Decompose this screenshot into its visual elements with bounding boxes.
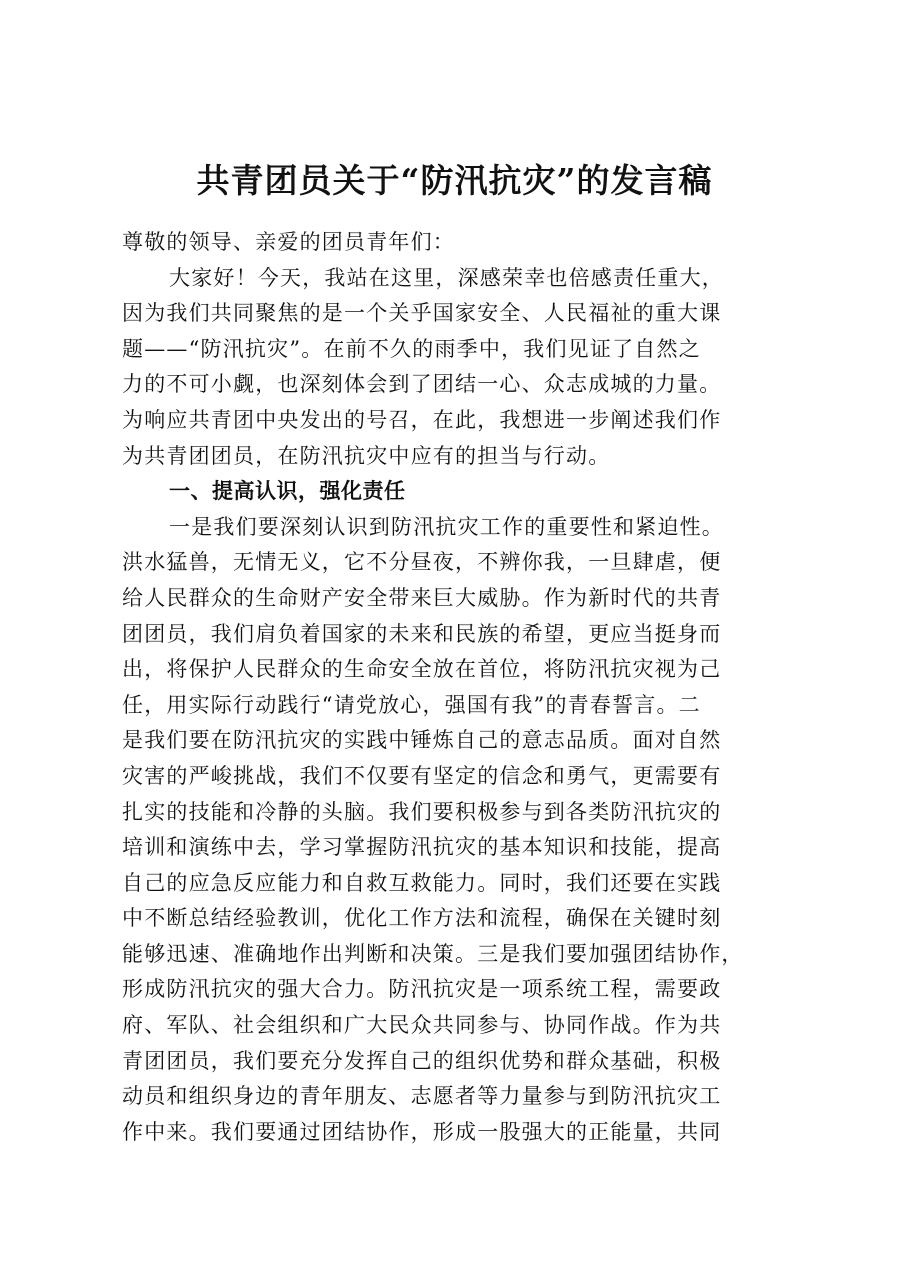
text-line: 是我们要在防汛抗灾的实践中锤炼自己的意志品质。面对自然	[122, 728, 722, 753]
text-line: 作中来。我们要通过团结协作，形成一股强大的正能量，共同	[122, 1119, 722, 1144]
text-line: 给人民群众的生命财产安全带来巨大威胁。作为新时代的共青	[122, 585, 722, 610]
text-line: 任，用实际行动践行“请党放心，强国有我”的青春誓言。二	[122, 692, 701, 717]
document-title: 共青团员关于“防汛抗灾”的发言稿	[196, 161, 713, 200]
text-line: 一是我们要深刻认识到防汛抗灾工作的重要性和紧迫性。	[169, 514, 724, 539]
document-body	[122, 225, 802, 1150]
section-heading: 一、提高认识，强化责任	[169, 479, 406, 504]
text-line: 形成防汛抗灾的强大合力。防汛抗灾是一项系统工程，需要政	[122, 977, 722, 1002]
text-line: 洪水猛兽，无情无义，它不分昼夜，不辨你我，一旦肆虐，便	[122, 550, 722, 575]
text-line: 题——“防汛抗灾”。在前不久的雨季中，我们见证了自然之	[122, 336, 701, 361]
text-line: 为共青团团员，在防汛抗灾中应有的担当与行动。	[122, 443, 611, 468]
text-line: 大家好！今天，我站在这里，深感荣幸也倍感责任重大，	[169, 265, 724, 290]
text-line: 力的不可小觑，也深刻体会到了团结一心、众志成城的力量。	[122, 372, 722, 397]
text-line: 中不断总结经验教训，优化工作方法和流程，确保在关键时刻	[122, 906, 722, 931]
text-line: 出，将保护人民群众的生命安全放在首位，将防汛抗灾视为己	[122, 657, 722, 682]
text-line: 为响应共青团中央发出的号召，在此，我想进一步阐述我们作	[122, 407, 722, 432]
text-line: 府、军队、社会组织和广大民众共同参与、协同作战。作为共	[122, 1013, 722, 1038]
text-line: 尊敬的领导、亲爱的团员青年们：	[122, 230, 455, 254]
text-line: 自己的应急反应能力和自救互救能力。同时，我们还要在实践	[122, 870, 722, 895]
text-line: 团团员，我们肩负着国家的未来和民族的希望，更应当挺身而	[122, 621, 722, 646]
text-line: 动员和组织身边的青年朋友、志愿者等力量参与到防汛抗灾工	[122, 1084, 722, 1109]
text-line: 灾害的严峻挑战，我们不仅要有坚定的信念和勇气，更需要有	[122, 763, 722, 788]
text-line: 扎实的技能和冷静的头脑。我们要积极参与到各类防汛抗灾的	[122, 799, 722, 824]
text-line: 能够迅速、准确地作出判断和决策。三是我们要加强团结协作，	[122, 941, 744, 966]
text-line: 因为我们共同聚焦的是一个关乎国家安全、人民福祉的重大课	[122, 301, 722, 326]
text-line: 培训和演练中去，学习掌握防汛抗灾的基本知识和技能，提高	[122, 835, 722, 860]
text-line: 青团团员，我们要充分发挥自己的组织优势和群众基础，积极	[122, 1048, 722, 1073]
